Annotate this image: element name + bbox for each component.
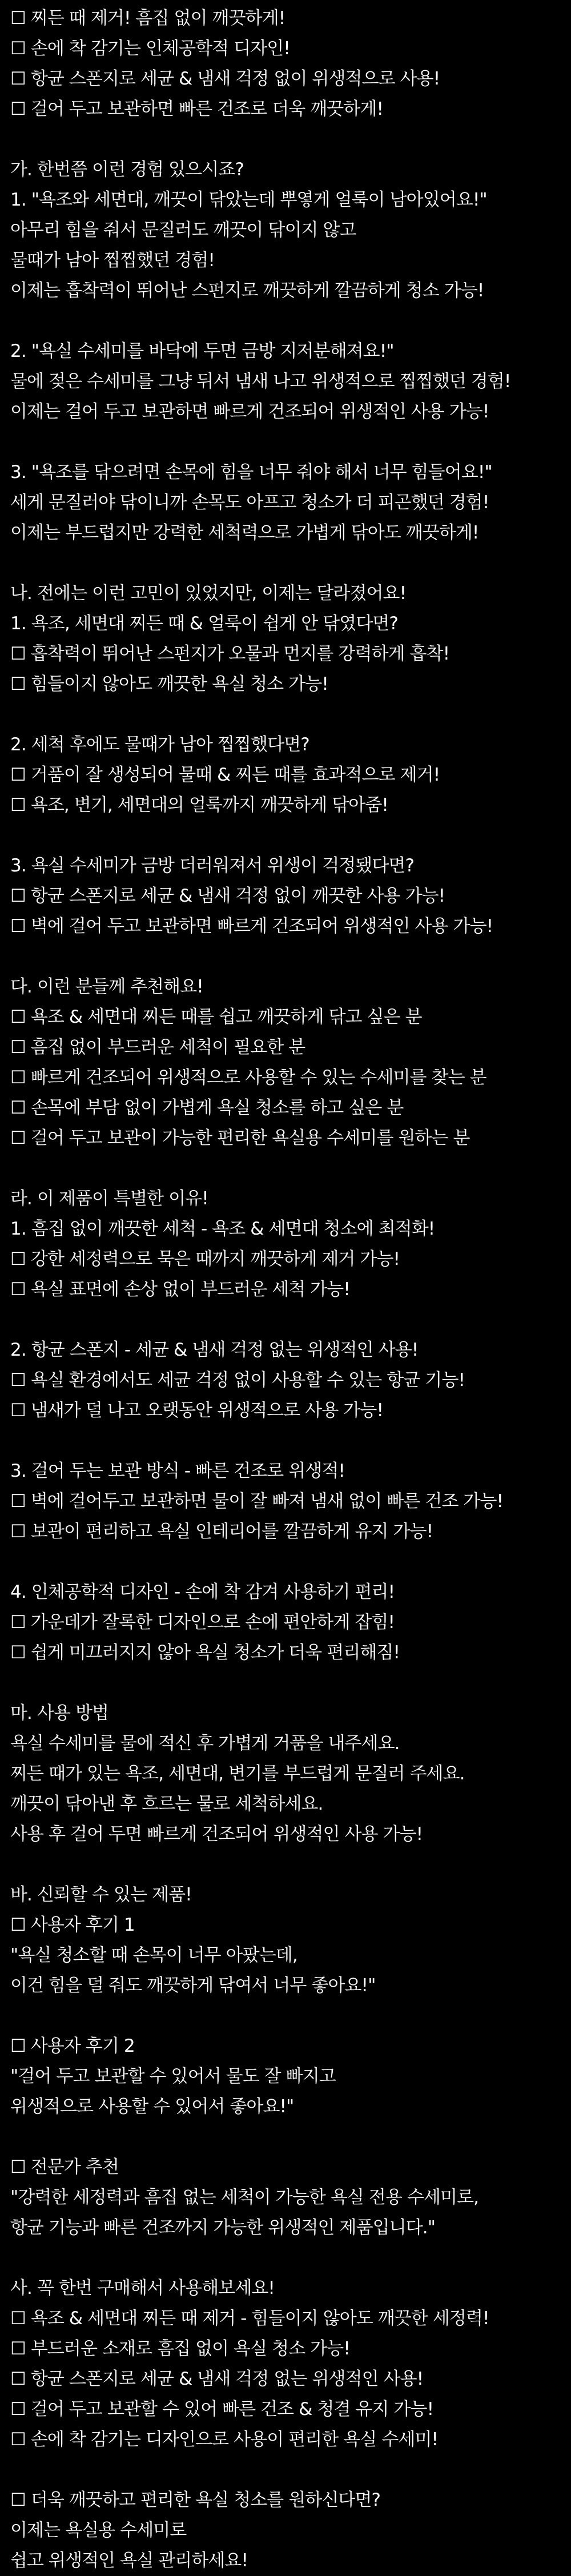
text-section [10, 3, 571, 124]
text-section [10, 457, 571, 548]
text-line: ☐ 빠르게 건조되어 위생적으로 사용할 수 있는 수세미를 찾는 분 [10, 1067, 486, 1088]
text-line: ☐ 욕실 환경에서도 세균 걱정 없이 사용할 수 있는 항균 기능! [10, 1370, 465, 1391]
text-line: 1. 욕조, 세면대 찌든 때 & 얼룩이 쉽게 안 닦였다면? [10, 613, 398, 634]
text-line: 쉽고 위생적인 욕실 관리하세요! [10, 2550, 248, 2571]
text-line: "욕실 청소할 때 손목이 너무 아팠는데, [10, 1945, 297, 1966]
text-line: 항균 기능과 빠른 건조까지 가능한 위생적인 제품입니다." [10, 2217, 436, 2238]
text-line: ☐ 손에 착 감기는 디자인으로 사용이 편리한 욕실 수세미! [10, 2429, 439, 2450]
text-section [10, 730, 571, 821]
section-gap [10, 427, 571, 457]
text-line: 2. "욕실 수세미를 바닥에 두면 금방 지저분해져요!" [10, 341, 394, 361]
text-line: 찌든 때가 있는 욕조, 세면대, 변기를 부드럽게 문질러 주세요. [10, 1763, 465, 1784]
text-line: 마. 사용 방법 [10, 1703, 109, 1723]
text-line: 다. 이런 분들께 추천해요! [10, 976, 203, 997]
text-section [10, 2273, 571, 2455]
section-gap [10, 821, 571, 851]
text-line: 욕실 수세미를 물에 적신 후 가볍게 거품을 내주세요. [10, 1733, 400, 1754]
text-line: ☐ 흠집 없이 부드러운 세척이 필요한 분 [10, 1037, 305, 1058]
text-line: ☐ 보관이 편리하고 욕실 인테리어를 깔끔하게 유지 가능! [10, 1521, 433, 1542]
text-line: 이제는 걸어 두고 보관하면 빠르게 건조되어 위생적인 사용 가능! [10, 401, 489, 422]
text-section [10, 972, 571, 1154]
text-section [10, 2485, 571, 2576]
section-gap [10, 942, 571, 972]
text-line: 이제는 욕실용 수세미로 [10, 2520, 187, 2541]
text-line: 물때가 남아 찝찝했던 경험! [10, 250, 215, 271]
text-section [10, 2152, 571, 2243]
text-line: 이제는 부드럽지만 강력한 세척력으로 가볍게 닦아도 깨끗하게! [10, 523, 479, 543]
text-line: 2. 세척 후에도 물때가 남아 찝찝했다면? [10, 734, 309, 755]
section-gap [10, 1154, 571, 1184]
section-gap [10, 1547, 571, 1577]
text-line: ☐ 걸어 두고 보관이 가능한 편리한 욕실용 수세미를 원하는 분 [10, 1128, 470, 1148]
text-line: ☐ 걸어 두고 보관하면 빠른 건조로 더욱 깨끗하게! [10, 99, 383, 119]
text-line: ☐ 사용자 후기 1 [10, 1915, 135, 1935]
text-line: ☐ 욕실 표면에 손상 없이 부드러운 세척 가능! [10, 1279, 350, 1300]
section-gap [10, 1305, 571, 1335]
text-line: 바. 신뢰할 수 있는 제품! [10, 1884, 192, 1905]
section-gap [10, 1850, 571, 1880]
text-line: 4. 인체공학적 디자인 - 손에 착 감겨 사용하기 편리! [10, 1582, 395, 1602]
text-line: 물에 젖은 수세미를 그냥 뒤서 냄새 나고 위생적으로 찝찝했던 경험! [10, 371, 511, 392]
text-line: ☐ 항균 스폰지로 세균 & 냄새 걱정 없이 위생적으로 사용! [10, 69, 440, 89]
text-line: 1. 흠집 없이 깨끗한 세척 - 욕조 & 세면대 청소에 최적화! [10, 1219, 435, 1239]
text-line: ☐ 항균 스폰지로 세균 & 냄새 걱정 없이 깨끗한 사용 가능! [10, 886, 445, 906]
text-line: 세게 문질러야 닦이니까 손목도 아프고 청소가 더 피곤했던 경험! [10, 492, 489, 513]
section-gap [10, 2001, 571, 2031]
text-line: ☐ 가운데가 잘록한 디자인으로 손에 편안하게 잡힘! [10, 1612, 395, 1633]
text-section [10, 1335, 571, 1426]
section-gap [10, 548, 571, 578]
text-line: ☐ 더욱 깨끗하고 편리한 욕실 청소를 원하신다면? [10, 2490, 381, 2510]
text-line: 아무리 힘을 줘서 문질러도 깨끗이 닦이지 않고 [10, 220, 356, 240]
text-section [10, 2031, 571, 2122]
text-line: 사. 꼭 한번 구매해서 사용해보세요! [10, 2278, 275, 2298]
text-line: 3. 걸어 두는 보관 방식 - 빠른 건조로 위생적! [10, 1461, 345, 1481]
text-line: ☐ 부드러운 소재로 흠집 없이 욕실 청소 가능! [10, 2338, 350, 2359]
text-section [10, 578, 571, 700]
text-line: ☐ 흡착력이 뛰어난 스펀지가 오물과 먼지를 강력하게 흡착! [10, 644, 450, 664]
text-section [10, 1184, 571, 1305]
text-line: ☐ 강한 세정력으로 묵은 때까지 깨끗하게 제거 가능! [10, 1249, 400, 1269]
text-line: 1. "욕조와 세면대, 깨끗이 닦았는데 뿌옇게 얼룩이 남아있어요!" [10, 190, 487, 210]
text-line: 깨끗이 닦아낸 후 흐르는 물로 세척하세요. [10, 1794, 323, 1814]
text-line: 라. 이 제품이 특별한 이유! [10, 1188, 208, 1209]
text-line: ☐ 손목에 부담 없이 가볍게 욕실 청소를 하고 싶은 분 [10, 1098, 404, 1118]
section-gap [10, 124, 571, 155]
text-line: 이건 힘을 덜 줘도 깨끗하게 닦여서 너무 좋아요!" [10, 1975, 376, 1996]
text-line: ☐ 사용자 후기 2 [10, 2036, 135, 2056]
section-gap [10, 1668, 571, 1698]
text-line: 나. 전에는 이런 고민이 있었지만, 이제는 달라졌어요! [10, 583, 407, 604]
text-line: "강력한 세정력과 흠집 없는 세척이 가능한 욕실 전용 수세미로, [10, 2187, 479, 2208]
text-section [10, 336, 571, 427]
text-line: ☐ 찌든 때 제거! 흠집 없이 깨끗하게! [10, 8, 286, 29]
text-line: 이제는 흡착력이 뛰어난 스펀지로 깨끗하게 깔끔하게 청소 가능! [10, 280, 484, 301]
text-line: "걸어 두고 보관할 수 있어서 물도 잘 빠지고 [10, 2066, 336, 2087]
text-line: 사용 후 걸어 두면 빠르게 건조되어 위생적인 사용 가능! [10, 1824, 423, 1844]
text-section [10, 155, 571, 306]
text-line: ☐ 항균 스폰지로 세균 & 냄새 걱정 없는 위생적인 사용! [10, 2369, 424, 2389]
text-line: 가. 한번쯤 이런 경험 있으시죠? [10, 159, 244, 180]
text-section [10, 1880, 571, 2001]
section-gap [10, 700, 571, 730]
text-line: ☐ 쉽게 미끄러지지 않아 욕실 청소가 더욱 편리해짐! [10, 1642, 400, 1663]
text-line: ☐ 벽에 걸어두고 보관하면 물이 잘 빠져 냄새 없이 빠른 건조 가능! [10, 1491, 504, 1512]
section-gap [10, 2243, 571, 2273]
text-section [10, 1698, 571, 1850]
text-line: 2. 항균 스폰지 - 세균 & 냄새 걱정 없는 위생적인 사용! [10, 1340, 419, 1360]
text-line: 3. 욕실 수세미가 금방 더러워져서 위생이 걱정됐다면? [10, 855, 415, 876]
text-section [10, 1456, 571, 1547]
text-line: ☐ 걸어 두고 보관할 수 있어 빠른 건조 & 청결 유지 가능! [10, 2399, 434, 2420]
text-line: ☐ 전문가 추천 [10, 2157, 119, 2177]
text-line: ☐ 욕조 & 세면대 찌든 때 제거 - 힘들이지 않아도 깨끗한 세정력! [10, 2308, 489, 2329]
text-line: ☐ 욕조 & 세면대 찌든 때를 쉽고 깨끗하게 닦고 싶은 분 [10, 1007, 422, 1027]
text-line: 위생적으로 사용할 수 있어서 좋아요!" [10, 2096, 294, 2117]
text-line: ☐ 벽에 걸어 두고 보관하면 빠르게 건조되어 위생적인 사용 가능! [10, 916, 493, 937]
text-line: ☐ 욕조, 변기, 세면대의 얼룩까지 깨끗하게 닦아줌! [10, 795, 388, 815]
section-gap [10, 1426, 571, 1456]
text-line: ☐ 힘들이지 않아도 깨끗한 욕실 청소 가능! [10, 674, 328, 694]
section-gap [10, 306, 571, 336]
section-gap [10, 2122, 571, 2152]
text-line: ☐ 냄새가 덜 나고 오랫동안 위생적으로 사용 가능! [10, 1400, 383, 1421]
text-line: ☐ 손에 착 감기는 인체공학적 디자인! [10, 38, 290, 59]
text-section [10, 851, 571, 942]
text-line: ☐ 거품이 잘 생성되어 물때 & 찌든 때를 효과적으로 제거! [10, 765, 440, 785]
text-line: 3. "욕조를 닦으려면 손목에 힘을 너무 줘야 해서 너무 힘들어요!" [10, 462, 492, 483]
section-gap [10, 2455, 571, 2485]
text-section [10, 1577, 571, 1668]
